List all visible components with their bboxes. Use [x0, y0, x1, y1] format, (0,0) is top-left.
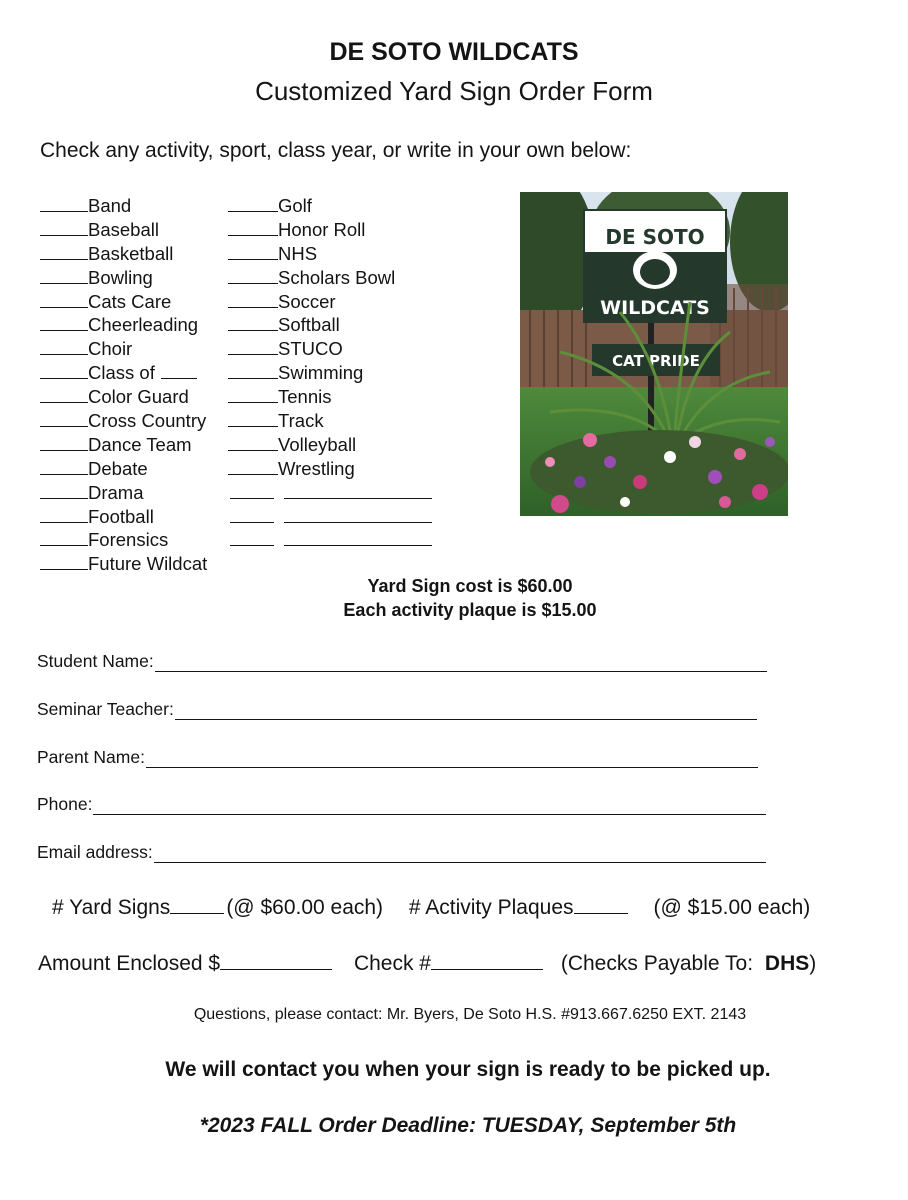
class-year-input[interactable] — [161, 361, 197, 379]
write-in-activity[interactable] — [228, 481, 432, 505]
checkbox-blank[interactable] — [228, 433, 278, 451]
phone-field[interactable] — [93, 797, 766, 815]
checkbox-blank[interactable] — [40, 385, 88, 403]
activity-item[interactable]: Cross Country — [40, 409, 207, 433]
checkbox-blank[interactable] — [40, 266, 88, 284]
checkbox-blank[interactable] — [228, 266, 278, 284]
student-name-label: Student Name: — [37, 651, 154, 671]
write-in-check[interactable] — [230, 505, 274, 523]
checkbox-blank[interactable] — [40, 505, 88, 523]
sign-cost: Yard Sign cost is $60.00 — [367, 576, 573, 596]
check-number-label: Check # — [353, 952, 431, 975]
activity-plaques-label: # Activity Plaques — [408, 896, 574, 919]
activity-item[interactable]: Volleyball — [228, 433, 432, 457]
activity-item[interactable]: STUCO — [228, 337, 432, 361]
checkbox-blank[interactable] — [40, 290, 88, 308]
activity-item[interactable]: Future Wildcat — [40, 552, 207, 576]
activity-item[interactable]: Swimming — [228, 361, 432, 385]
activity-item[interactable]: Band — [40, 194, 207, 218]
seminar-teacher-row — [37, 699, 757, 720]
checkbox-blank[interactable] — [228, 242, 278, 260]
checkbox-blank[interactable] — [40, 218, 88, 236]
payable-close: ) — [809, 952, 817, 975]
amount-enclosed-field[interactable] — [220, 950, 332, 970]
email-field[interactable] — [154, 845, 766, 863]
form-subtitle: Customized Yard Sign Order Form — [255, 76, 653, 106]
write-in-name[interactable] — [284, 481, 432, 499]
activity-item[interactable]: Bowling — [40, 266, 207, 290]
write-in-activity[interactable] — [228, 528, 432, 552]
student-name-field[interactable] — [155, 654, 767, 672]
seminar-teacher-field[interactable] — [175, 702, 757, 720]
activity-item[interactable]: Color Guard — [40, 385, 207, 409]
activity-plaques-price: (@ $15.00 each) — [653, 896, 811, 919]
activity-item[interactable]: NHS — [228, 242, 432, 266]
checkbox-blank[interactable] — [40, 337, 88, 355]
activity-item[interactable]: Cheerleading — [40, 313, 207, 337]
checks-payable-label: (Checks Payable To: — [560, 952, 754, 975]
activity-item-class-of[interactable]: Class of — [40, 361, 207, 385]
phone-row — [37, 794, 766, 815]
plaque-text: CAT PRIDE — [612, 352, 700, 370]
sign-main-text: WILDCATS — [600, 297, 710, 319]
phone-label: Phone: — [37, 794, 93, 814]
activity-item[interactable]: Basketball — [40, 242, 207, 266]
activity-item[interactable]: Scholars Bowl — [228, 266, 432, 290]
write-in-check[interactable] — [230, 481, 274, 499]
plaque-cost: Each activity plaque is $15.00 — [343, 600, 597, 620]
checkbox-blank[interactable] — [228, 385, 278, 403]
activity-item[interactable]: Softball — [228, 313, 432, 337]
yard-signs-price: (@ $60.00 each) — [226, 896, 384, 919]
activity-item[interactable]: Choir — [40, 337, 207, 361]
activity-item[interactable]: Track — [228, 409, 432, 433]
contact-info: Questions, please contact: Mr. Byers, De Soto H.S. #913.667.6250 EXT. 2143 — [193, 1006, 747, 1023]
checkbox-blank[interactable] — [40, 528, 88, 546]
activity-item[interactable]: Wrestling — [228, 457, 432, 481]
checkbox-blank[interactable] — [228, 337, 278, 355]
checkbox-blank[interactable] — [228, 409, 278, 427]
instructions: Check any activity, sport, class year, or write in your own below: — [40, 139, 632, 162]
activity-item[interactable]: Football — [40, 505, 207, 529]
write-in-name[interactable] — [284, 528, 432, 546]
activity-item[interactable]: Forensics — [40, 528, 207, 552]
pickup-notice: We will contact you when your sign is ready to be picked up. — [165, 1058, 771, 1081]
checkbox-blank[interactable] — [40, 313, 88, 331]
payable-to-name: DHS — [764, 952, 810, 975]
checkbox-blank[interactable] — [40, 481, 88, 499]
activity-item[interactable]: Tennis — [228, 385, 432, 409]
yard-sign-photo — [520, 192, 788, 516]
parent-name-field[interactable] — [146, 750, 758, 768]
checkbox-blank[interactable] — [228, 313, 278, 331]
activity-item[interactable]: Dance Team — [40, 433, 207, 457]
checkbox-blank[interactable] — [40, 457, 88, 475]
activity-item[interactable]: Golf — [228, 194, 432, 218]
activity-list-left — [40, 194, 207, 576]
email-row — [37, 842, 766, 863]
form-title: DE SOTO WILDCATS — [329, 38, 579, 66]
activity-item[interactable]: Drama — [40, 481, 207, 505]
payment-row — [38, 950, 816, 976]
checkbox-blank[interactable] — [228, 457, 278, 475]
order-deadline: *2023 FALL Order Deadline: TUESDAY, September 5th — [199, 1114, 737, 1137]
order-quantities — [52, 894, 810, 920]
check-number-field[interactable] — [431, 950, 543, 970]
activity-item[interactable]: Honor Roll — [228, 218, 432, 242]
checkbox-blank[interactable] — [40, 409, 88, 427]
write-in-name[interactable] — [284, 505, 432, 523]
activity-list-right — [228, 194, 432, 552]
student-name-row — [37, 651, 767, 672]
write-in-check[interactable] — [230, 528, 274, 546]
checkbox-blank[interactable] — [228, 361, 278, 379]
email-label: Email address: — [37, 842, 153, 862]
activity-plaques-quantity[interactable] — [574, 894, 628, 914]
parent-name-label: Parent Name: — [37, 747, 145, 767]
activity-item[interactable]: Cats Care — [40, 290, 207, 314]
sign-top-text: DE SOTO — [605, 225, 705, 249]
write-in-activity[interactable] — [228, 505, 432, 529]
checkbox-blank[interactable] — [40, 242, 88, 260]
checkbox-blank[interactable] — [228, 290, 278, 308]
checkbox-blank[interactable] — [228, 194, 278, 212]
checkbox-blank[interactable] — [40, 361, 88, 379]
checkbox-blank[interactable] — [40, 433, 88, 451]
yard-signs-label: # Yard Signs — [52, 896, 171, 919]
activity-item[interactable]: Soccer — [228, 290, 432, 314]
yard-signs-quantity[interactable] — [170, 894, 224, 914]
activity-item[interactable]: Debate — [40, 457, 207, 481]
checkbox-blank[interactable] — [40, 194, 88, 212]
checkbox-blank[interactable] — [40, 552, 88, 570]
parent-name-row — [37, 747, 758, 768]
seminar-teacher-label: Seminar Teacher: — [37, 699, 174, 719]
checkbox-blank[interactable] — [228, 218, 278, 236]
amount-enclosed-label: Amount Enclosed $ — [38, 952, 221, 975]
activity-item[interactable]: Baseball — [40, 218, 207, 242]
